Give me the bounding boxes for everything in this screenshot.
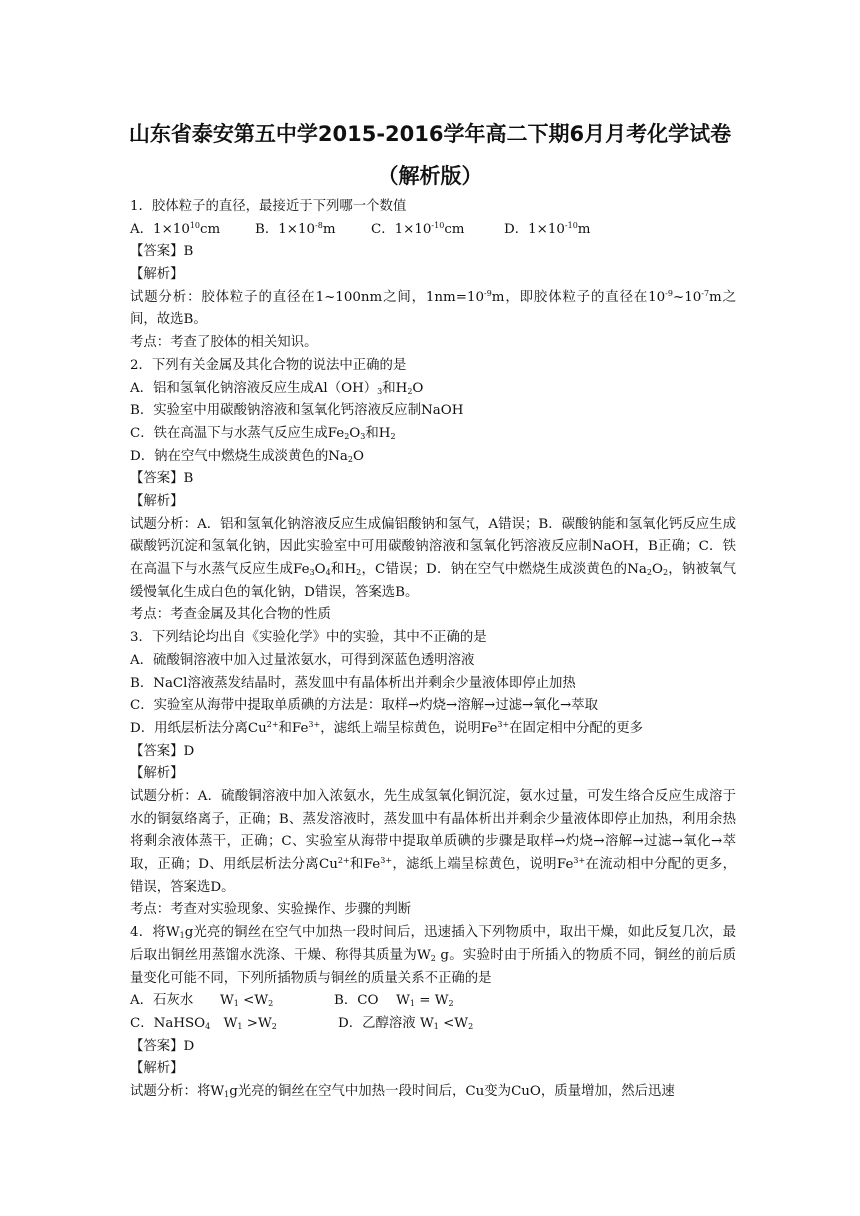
q4-options-row-1 (130, 990, 736, 1013)
q3-option-b: B．NaCl溶液蒸发结晶时，蒸发皿中有晶体析出并剩余少量液体即停止加热 (130, 675, 576, 691)
q1-jiexi-label: 【解析】 (130, 267, 184, 283)
q1-options (130, 219, 736, 242)
q4-option-b: B．CO $W_1 = W_2$ (334, 993, 454, 1009)
document-body (130, 196, 736, 1104)
q3-option-c: C．实验室从海带中提取单质碘的方法是：取样→灼烧→溶解→过滤→氧化→萃取 (130, 698, 599, 714)
q3-stem: 3．下列结论均出自《实验化学》中的实验，其中不正确的是 (130, 630, 487, 646)
q1-option-c: C．$1\times 10^{-10}cm$ (371, 220, 465, 237)
q4-options-row-2 (130, 1013, 736, 1036)
q4-jiexi-label: 【解析】 (130, 1061, 184, 1077)
q3-analysis: 试题分析：A．硫酸铜溶液中加入浓氨水，先生成氢氧化铜沉淀，氨水过量，可发生络合反应生成溶于水的铜氨络离子，正确；B、蒸发溶液时，蒸发皿中有晶体析出并剩余少量液体即停止加热，利用余热将剩余液体蒸干，正确；C、实验室从海带中提取单质碘的步骤是取样→灼烧→溶解→过滤→氧化→萃取，正确；D、用纸层析法分离$Cu^{2+}$和$Fe^{3+}$，滤纸上端呈棕黄色，说明$Fe^{3+}$在流动相中分配的更多，错误，答案选D。 (130, 788, 737, 895)
q2-stem: 2．下列有关金属及其化合物的说法中正确的是 (130, 357, 407, 373)
q2-option-b: B．实验室中用碳酸钠溶液和氢氧化钙溶液反应制NaOH (130, 403, 464, 419)
q3-answer: 【答案】D (130, 743, 195, 759)
q1-option-b: B．$1\times 10^{-8}m$ (255, 220, 336, 237)
q4-stem: 4．将$W_1g$光亮的铜丝在空气中加热一段时间后，迅速插入下列物质中，取出干燥，如此反复几次，最后取出铜丝用蒸馏水洗涤、干燥、称得其质量为$W_2$ g。实验时由于所插入的物质不同，铜丝的前后质量变化可能不同，下列所插物质与铜丝的质量关系不正确的是 (130, 925, 736, 986)
q1-kaodian: 考点：考查了胶体的相关知识。 (130, 335, 318, 351)
document-title-line-1: 山东省泰安第五中学2015-2016学年高二下期6月月考化学试卷 (128, 122, 732, 146)
q4-option-d: D．乙醇溶液 $W_1 <W_2$ (338, 1015, 474, 1031)
q1-option-a: A．$1\times 10^{10}cm$ (130, 220, 221, 237)
q3-kaodian: 考点：考查对实验现象、实验操作、步骤的判断 (130, 902, 412, 918)
q1-option-d: D．$1\times 10^{-10}m$ (504, 220, 591, 237)
q2-jiexi-label: 【解析】 (130, 493, 184, 509)
q2-answer: 【答案】B (130, 471, 194, 487)
q4-analysis: 试题分析：将$W_1g$光亮的铜丝在空气中加热一段时间后，Cu变为CuO，质量增加，然后迅速 (130, 1084, 675, 1100)
q2-analysis: 试题分析：A．铝和氢氧化钠溶液反应生成偏铝酸钠和氢气，A错误；B．碳酸钠能和氢氧化钙反应生成碳酸钙沉淀和氢氧化钠，因此实验室中可用碳酸钠溶液和氢氧化钙溶液反应制NaOH，B正确；C．铁在高温下与水蒸气反应生成$Fe_3O_4$和$H_2$，C错误；D．钠在空气中燃烧生成淡黄色的$Na_2O_2$，钠被氧气缓慢氧化生成白色的氧化钠，D错误，答案选B。 (130, 516, 737, 600)
q2-option-a: A．铝和氢氧化钠溶液反应生成$Al(OH)_3$和$H_2O$ (130, 380, 424, 396)
q4-answer: 【答案】D (130, 1038, 195, 1054)
q1-answer: 【答案】B (130, 244, 194, 260)
q3-option-a: A．硫酸铜溶液中加入过量浓氨水，可得到深蓝色透明溶液 (130, 652, 475, 668)
q1-stem: 1．胶体粒子的直径，最接近于下列哪一个数值 (130, 199, 407, 214)
q3-option-d: D．用纸层析法分离$Cu^{2+}$和$Fe^{3+}$，滤纸上端呈棕黄色，说明$Fe^{3+}$在固定相中分配的更多 (130, 719, 644, 736)
q2-kaodian: 考点：考查金属及其化合物的性质 (130, 607, 331, 623)
q4-option-c: C．NaHSO$_4$ $W_1 >W_2$ (130, 1015, 277, 1031)
document-title-line-2: （解析版） (377, 164, 483, 188)
q4-option-a: A．石灰水 $W_1 <W_2$ (130, 993, 274, 1009)
q2-option-d: D．钠在空气中燃烧生成淡黄色的$Na_2O$ (130, 448, 364, 464)
q1-analysis: 试题分析：胶体粒子的直径在1~100nm之间，$1nm=10^{-9}m$，即胶体粒子的直径在$10^{-9}\sim 10^{-7}m$之间，故选B。 (130, 288, 737, 328)
q3-jiexi-label: 【解析】 (130, 766, 184, 782)
q2-option-c: C．铁在高温下与水蒸气反应生成$Fe_2O_3$和$H_2$ (130, 425, 396, 441)
